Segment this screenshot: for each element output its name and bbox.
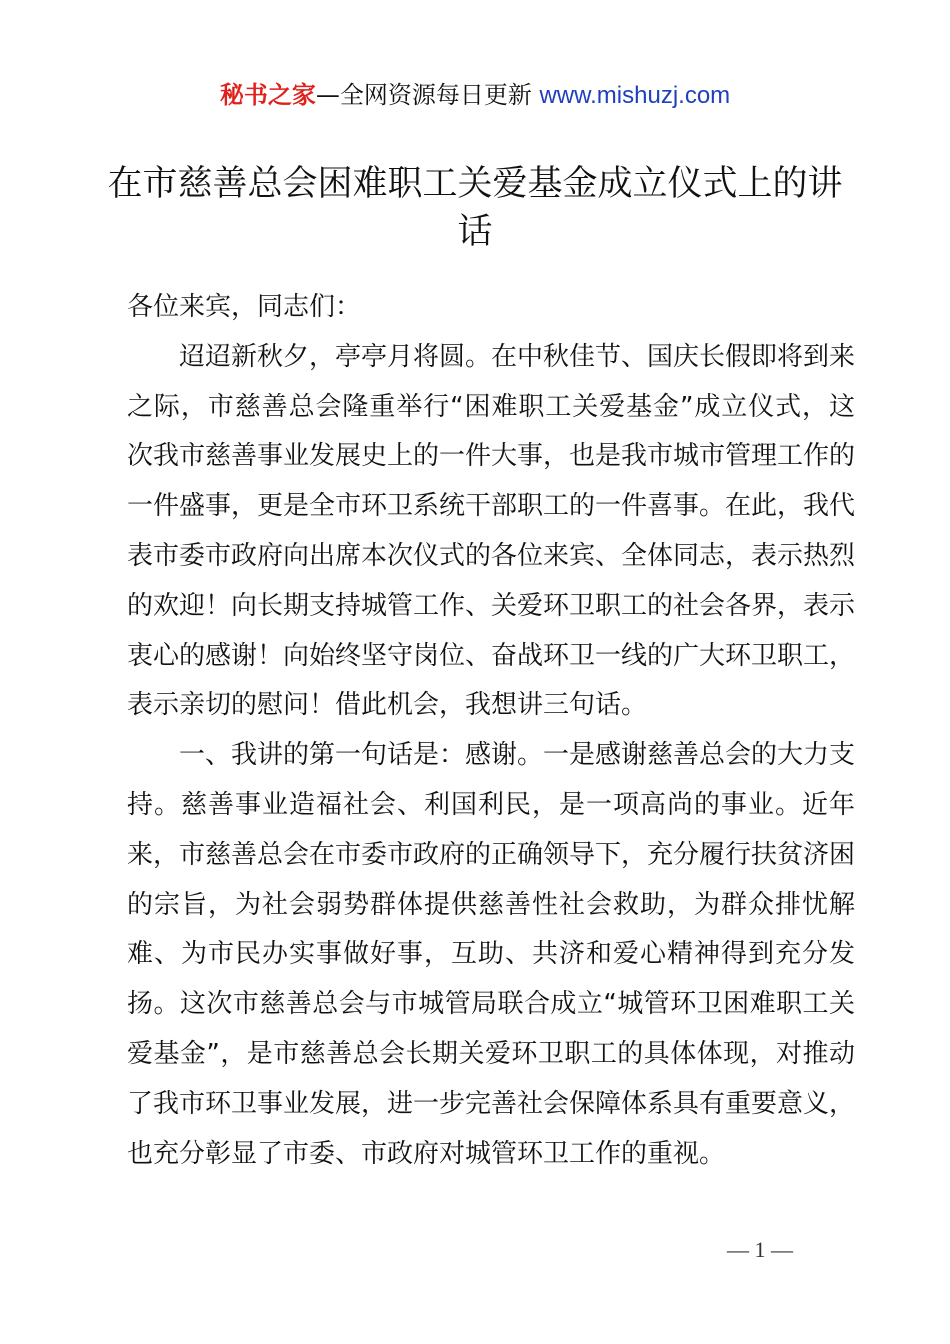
paragraph-opening: 迢迢新秋夕，亭亭月将圆。在中秋佳节、国庆长假即将到来之际，市慈善总会隆重举行“困难职工关爱基金”成立仪式，这次我市慈善事业发展史上的一件大事，也是我市城市管理工作的一件盛事，更是全市环卫系统干部职工的一件喜事。在此，我代表市委市政府向出席本次仪式的各位来宾、全体同志，表示热烈的欢迎！向长期支持城管工作、关爱环卫职工的社会各界，表示衷心的感谢！向始终坚守岗位、奋战环卫一线的广大环卫职工，表示亲切的慰问！借此机会，我想讲三句话。	[127, 341, 856, 721]
site-banner	[0, 78, 950, 113]
banner-slogan: —全网资源每日更新	[315, 81, 532, 109]
document-body	[127, 283, 855, 1179]
document-title: 在市慈善总会困难职工关爱基金成立仪式上的讲话	[107, 164, 843, 252]
brand-name: 秘书之家	[219, 81, 316, 109]
site-url-link[interactable]: www.mishuzj.com	[539, 82, 731, 109]
paragraph-section-one: 一、我讲的第一句话是：感谢。一是感谢慈善总会的大力支持。慈善事业造福社会、利国利民，是一项高尚的事业。近年来，市慈善总会在市委市政府的正确领导下，充分履行扶贫济困的宗旨，为社会弱势群体提供慈善性社会救助，为群众排忧解难、为市民办实事做好事，互助、共济和爱心精神得到充分发扬。这次市慈善总会与市城管局联合成立“城管环卫困难职工关爱基金”，是市慈善总会长期关爱环卫职工的具体体现，对推动了我市环卫事业发展，进一步完善社会保障体系具有重要意义，也充分彰显了市委、市政府对城管环卫工作的重视。	[127, 740, 856, 1169]
salutation: 各位来宾，同志们：	[127, 292, 362, 322]
page-number: — 1 —	[727, 1237, 793, 1262]
